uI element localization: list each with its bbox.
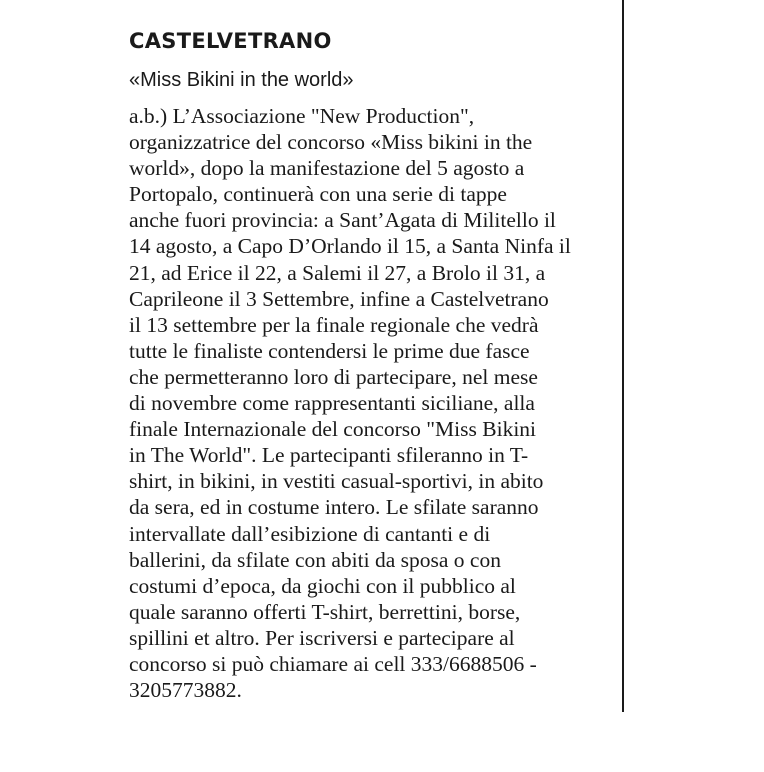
article-headline: «Miss Bikini in the world» (129, 69, 354, 91)
column-divider-rule (622, 0, 624, 712)
article-body-line: concorso si può chiamare ai cell 333/6688506 - (129, 651, 537, 676)
article-body-line: ballerini, da sfilate con abiti da sposa o con (129, 547, 501, 572)
article-body-line: tutte le finaliste contendersi le prime due fasce (129, 338, 530, 363)
kicker-location: CASTELVETRANO (129, 29, 332, 53)
article-body (129, 103, 613, 703)
article-body-line: quale saranno offerti T-shirt, berrettini, borse, (129, 599, 521, 624)
article-body-line: da sera, ed in costume intero. Le sfilate saranno (129, 495, 539, 520)
article-body-line: che permetteranno loro di partecipare, nel mese (129, 364, 538, 389)
article-body-line: Portopalo, continuerà con una serie di tappe (129, 182, 507, 207)
article-body-line: a.b.) L’Associazione "New Production", (129, 104, 475, 128)
article-body-line: intervallate dall’esibizione di cantanti e di (129, 521, 491, 546)
article-body-line: 3205773882. (129, 678, 242, 703)
article-body-line: di novembre come rappresentanti siciliane, alla (129, 391, 535, 416)
article-body-line: organizzatrice del concorso «Miss bikini in the (129, 130, 533, 155)
article-body-line: anche fuori provincia: a Sant’Agata di Militello il (129, 208, 556, 233)
article-body-line: shirt, in bikini, in vestiti casual-sportivi, in abito (129, 469, 544, 494)
article-body-line: spillini et altro. Per iscriversi e partecipare al (129, 625, 515, 650)
article-body-line: Caprileone il 3 Settembre, infine a Castelvetrano (129, 286, 549, 311)
article-body-line: world», dopo la manifestazione del 5 agosto a (129, 156, 525, 181)
article (129, 27, 613, 703)
article-body-line: costumi d’epoca, da giochi con il pubblico al (129, 573, 516, 598)
article-body-line: il 13 settembre per la finale regionale che vedrà (129, 312, 539, 337)
article-body-line: 14 agosto, a Capo D’Orlando il 15, a Santa Ninfa il (129, 234, 571, 259)
article-body-line: finale Internazionale del concorso "Miss Bikini (129, 417, 537, 442)
article-body-line: 21, ad Erice il 22, a Salemi il 27, a Brolo il 31, a (129, 260, 546, 285)
article-body-line: in The World". Le partecipanti sfileranno in T- (129, 443, 529, 468)
